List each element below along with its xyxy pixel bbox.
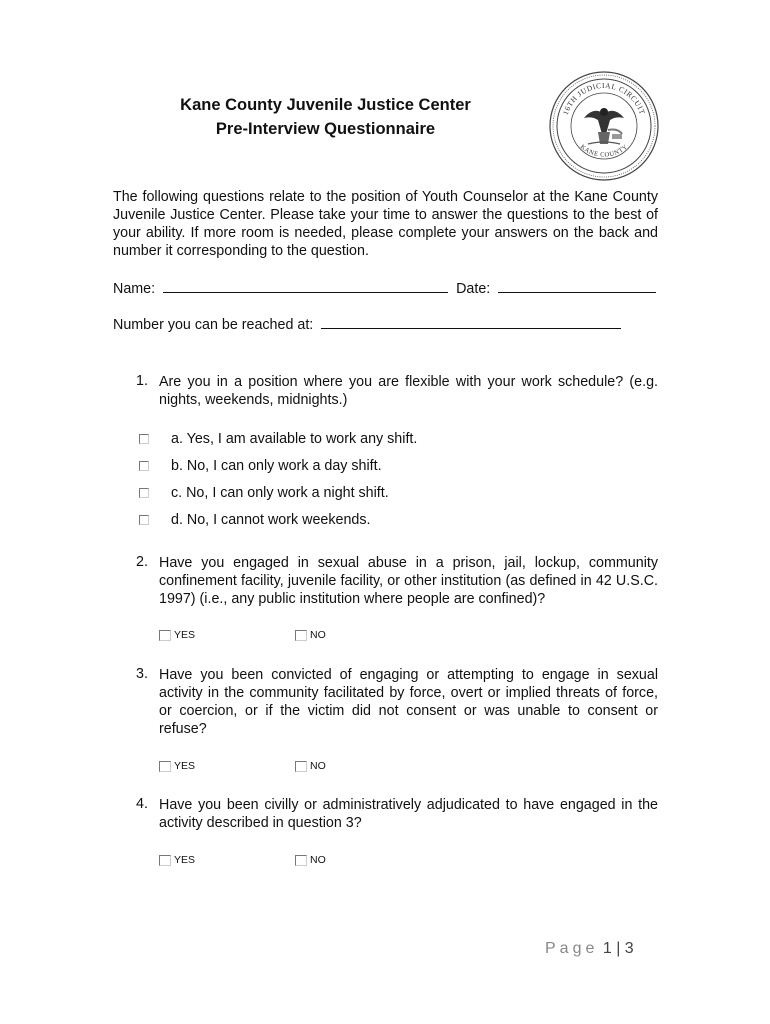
option-c-checkbox[interactable] [139, 488, 149, 498]
name-date-row [113, 279, 656, 297]
question-4-text: Have you been civilly or administratively adjudicated to have engaged in the activity described in question 3? [159, 797, 658, 831]
option-b-label: b. No, I can only work a day shift. [171, 458, 382, 474]
question-4-yes-checkbox[interactable] [159, 855, 171, 866]
seal-bottom-text: KANE COUNTY [578, 143, 630, 159]
question-2-no-label: NO [310, 629, 326, 641]
document-subtitle: Pre-Interview Questionnaire [215, 120, 436, 138]
question-2-yes[interactable] [159, 629, 195, 641]
phone-row [113, 315, 621, 333]
page-separator: | [616, 940, 621, 957]
question-2-no-checkbox[interactable] [295, 630, 307, 641]
date-field[interactable] [498, 279, 656, 293]
question-4-no-checkbox[interactable] [295, 855, 307, 866]
name-field[interactable] [163, 279, 448, 293]
date-label: Date: [456, 281, 491, 297]
question-3-yes-checkbox[interactable] [159, 761, 171, 772]
question-3-no[interactable] [295, 760, 326, 772]
option-a-label: a. Yes, I am available to work any shift. [171, 431, 418, 447]
page-total: 3 [624, 940, 634, 957]
svg-text:KANE COUNTY [579, 143, 629, 158]
question-1-number: 1. [136, 373, 148, 389]
question-4-number: 4. [136, 796, 148, 812]
page-number: 1 [602, 940, 612, 957]
phone-field[interactable] [321, 315, 621, 329]
question-2-yes-label: YES [174, 629, 196, 641]
question-4-no[interactable] [295, 854, 326, 866]
document-title: Kane County Juvenile Justice Center [180, 96, 471, 114]
question-3-no-label: NO [310, 760, 326, 772]
eagle-icon [584, 108, 624, 144]
question-3-number: 3. [136, 666, 148, 682]
name-label: Name: [113, 281, 156, 297]
intro-paragraph: The following questions relate to the position of Youth Counselor at the Kane County Juvenile Justice Center. Please take your time to answer the questions to the best of your ability. If more room is needed, please complete your answers on the back and number it corresponding to the question. [113, 189, 658, 259]
question-2-no[interactable] [295, 629, 326, 641]
option-d-label: d. No, I cannot work weekends. [171, 512, 371, 528]
question-3-yes-label: YES [174, 760, 196, 772]
option-c-label: c. No, I can only work a night shift. [171, 485, 389, 501]
question-3-text: Have you been convicted of engaging or attempting to engage in sexual activity in the community facilitated by force, overt or implied threats of force, or coercion, or if the victim did not consent or was unable to consent or refuse? [159, 667, 658, 737]
question-3-no-checkbox[interactable] [295, 761, 307, 772]
option-d-checkbox[interactable] [139, 515, 149, 525]
question-4-yes-label: YES [174, 854, 196, 866]
question-1-text: Are you in a position where you are flexible with your work schedule? (e.g. nights, weekends, midnights.) [159, 374, 658, 408]
page-label: Page [545, 940, 599, 957]
question-4-no-label: NO [310, 854, 326, 866]
question-2-number: 2. [136, 554, 148, 570]
page-footer [545, 940, 634, 958]
question-3-yes[interactable] [159, 760, 195, 772]
phone-label: Number you can be reached at: [113, 317, 314, 333]
question-2-text: Have you engaged in sexual abuse in a prison, jail, lockup, community confinement facility, juvenile facility, or other institution (as defined in 42 U.S.C. 1997) (i.e., any public institution where people are confined)? [159, 555, 658, 607]
court-seal-logo [548, 70, 660, 182]
seal-top-text: 16TH JUDICIAL CIRCUIT [560, 80, 648, 116]
question-2-yes-checkbox[interactable] [159, 630, 171, 641]
option-b-checkbox[interactable] [139, 461, 149, 471]
option-a-checkbox[interactable] [139, 434, 149, 444]
question-4-yes[interactable] [159, 854, 195, 866]
